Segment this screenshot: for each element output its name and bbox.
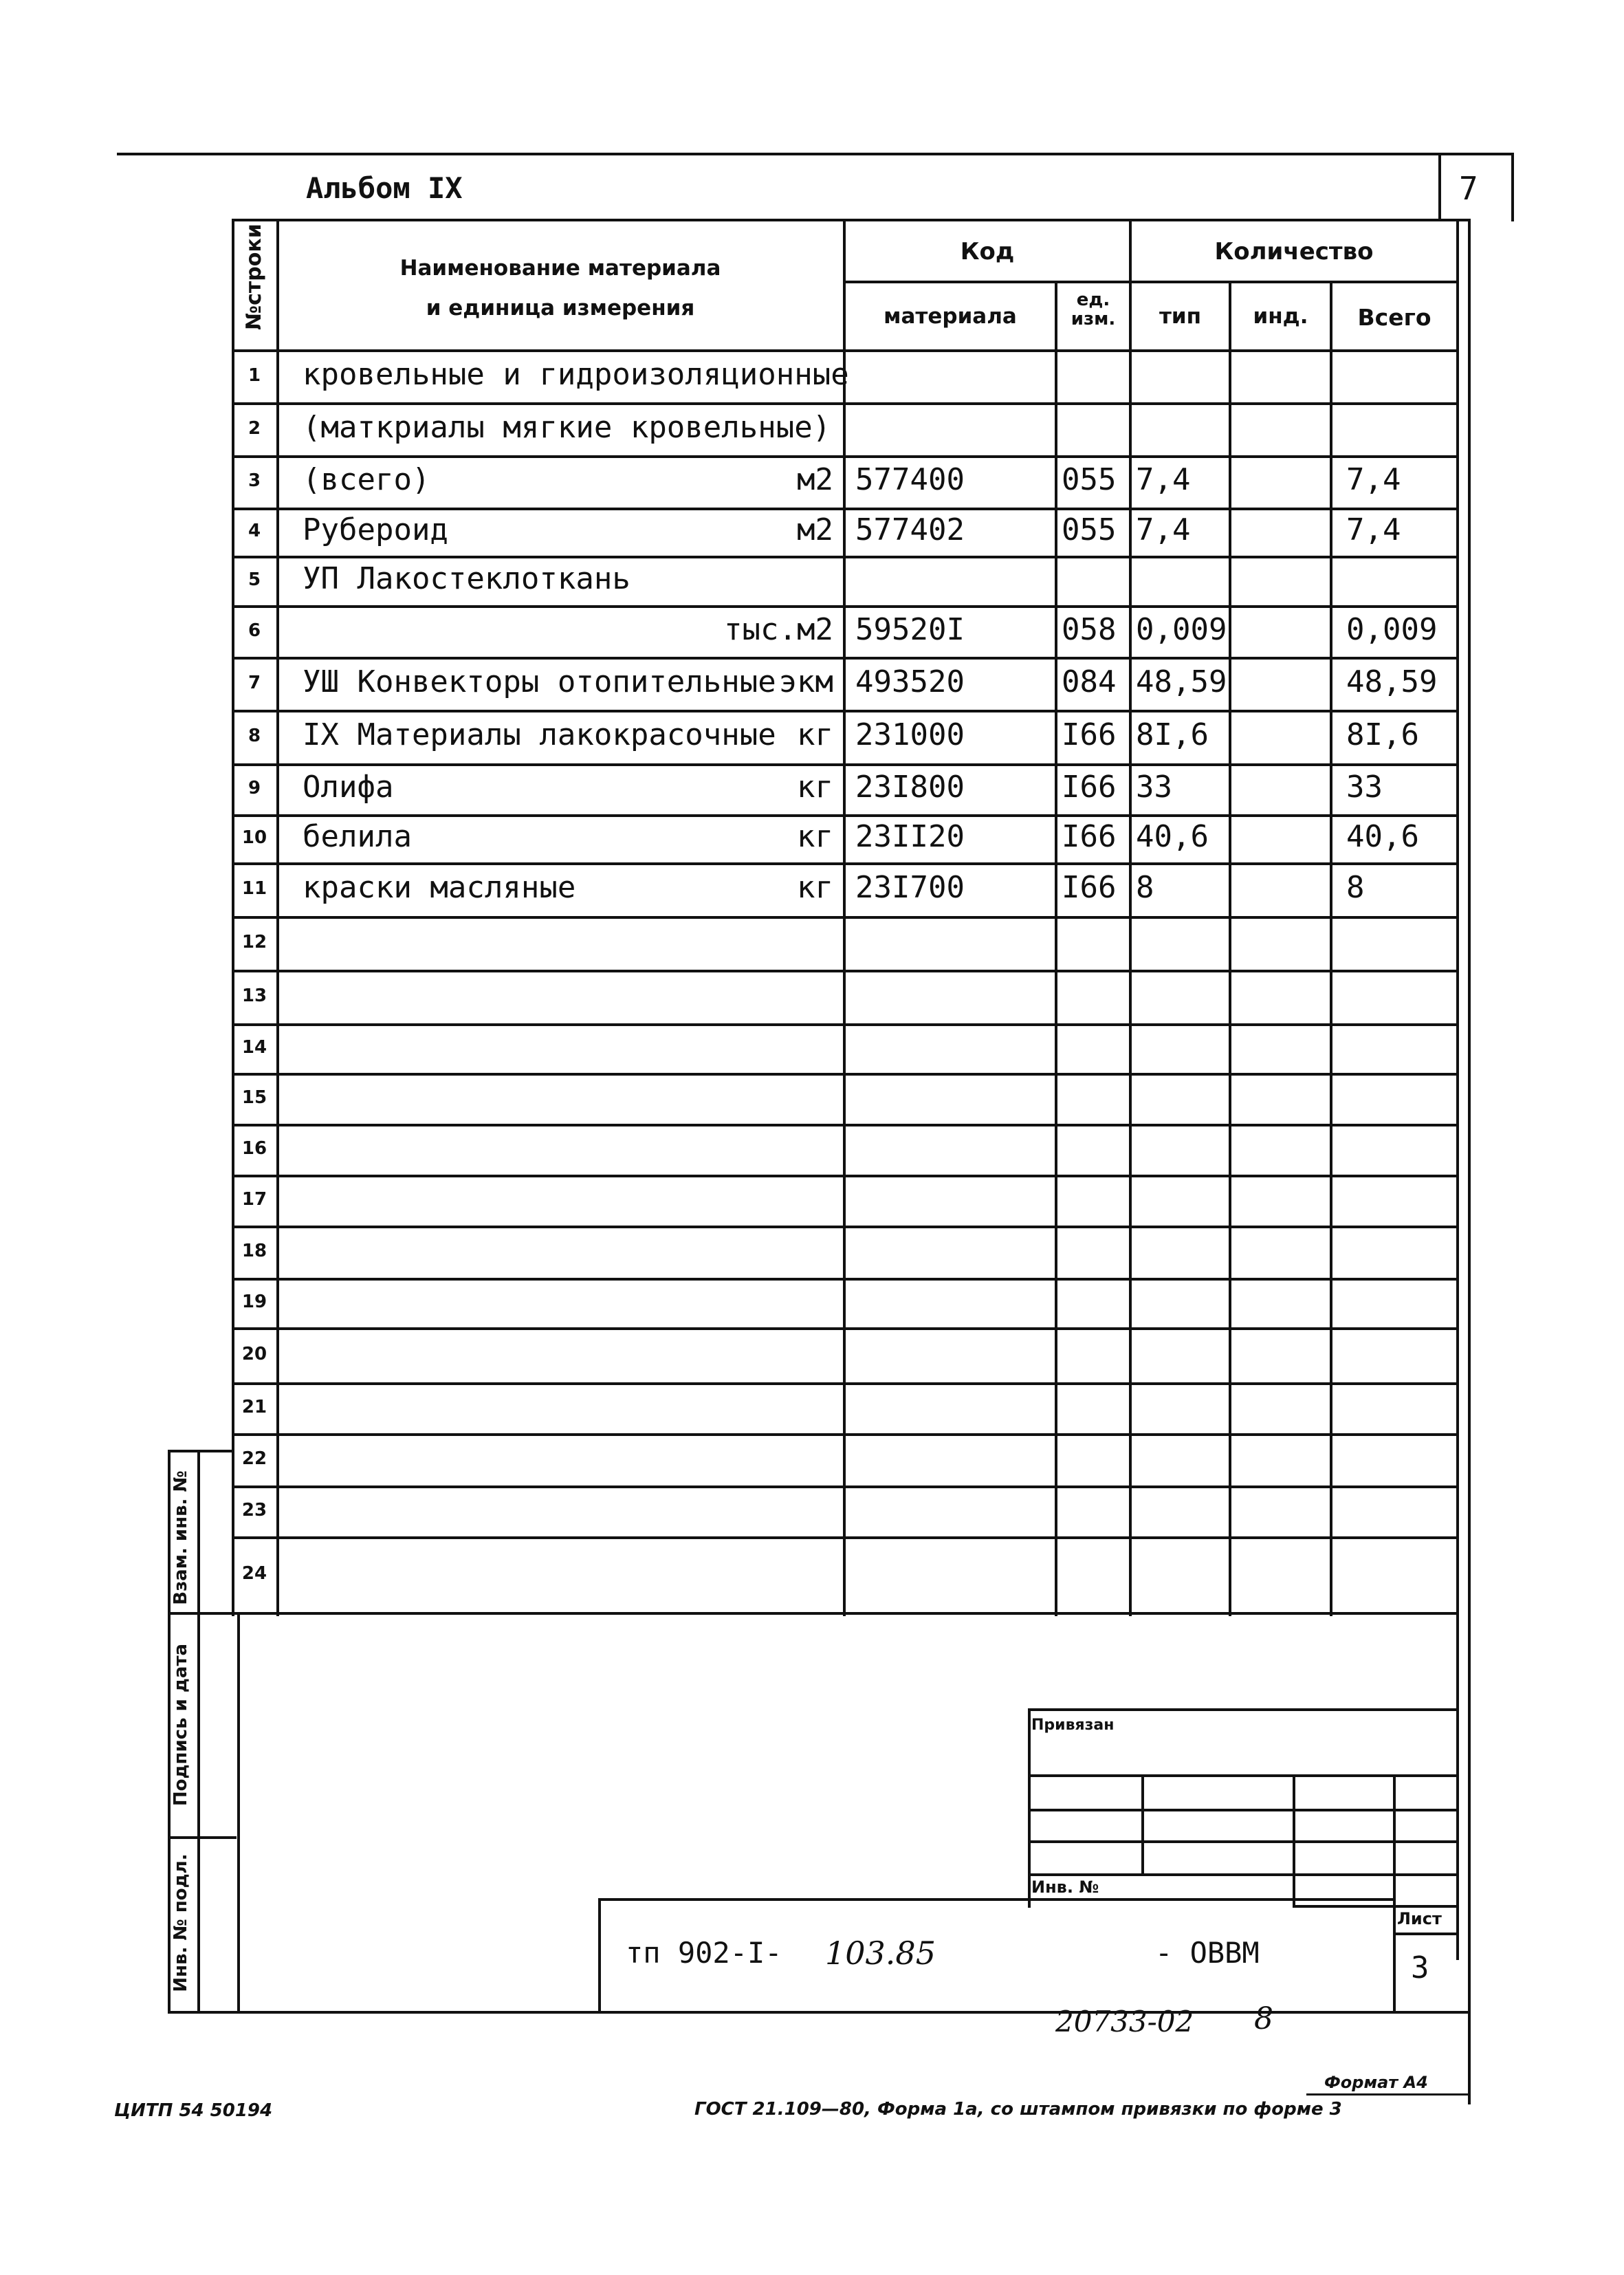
row-number: 3 <box>248 470 261 491</box>
material-unit: кг <box>797 717 833 752</box>
qty-type: 33 <box>1136 770 1172 805</box>
qty-type: 8 <box>1136 870 1154 905</box>
material-name: УШ Конвекторы отопительные <box>303 664 776 699</box>
material-code: 577400 <box>855 462 965 497</box>
code-material-header: материала <box>884 304 1017 329</box>
handwritten-number: 20733-02 <box>1055 2005 1194 2038</box>
footer-gost: ГОСТ 21.109—80, Форма 1а, со штампом привязки по форме 3 <box>694 2099 1342 2120</box>
row-number-header: №строки <box>242 224 266 330</box>
material-unit: м2 <box>797 462 833 497</box>
qty-total: 7,4 <box>1346 512 1401 547</box>
material-name: (маткриалы мягкие кровельные) <box>303 409 831 445</box>
row-number: 13 <box>241 986 267 1006</box>
material-unit: кг <box>797 819 833 854</box>
side-label-inv: Инв. № подл. <box>171 1853 191 1992</box>
material-code: 493520 <box>855 664 965 699</box>
row-number: 21 <box>241 1397 267 1417</box>
unit-code: I66 <box>1062 770 1117 805</box>
qty-total: 33 <box>1346 770 1383 805</box>
handwritten-page: 8 <box>1254 2001 1273 2036</box>
material-code: 577402 <box>855 512 965 547</box>
qty-type: 7,4 <box>1136 462 1191 497</box>
material-code: 23I700 <box>855 870 965 905</box>
quantity-header: Количество <box>1214 238 1374 265</box>
material-code: 59520I <box>855 611 965 647</box>
row-number: 10 <box>241 827 267 848</box>
row-number: 4 <box>248 521 261 541</box>
material-unit: кг <box>797 870 833 905</box>
qty-total: 7,4 <box>1346 462 1401 497</box>
row-number: 15 <box>241 1087 267 1108</box>
qty-type: 8I,6 <box>1136 717 1209 752</box>
doc-code-handwritten: 103.85 <box>825 1935 936 1972</box>
qty-type: 7,4 <box>1136 512 1191 547</box>
material-name: (всего) <box>303 462 430 497</box>
name-header-line1: Наименование материала <box>399 256 721 281</box>
row-number: 23 <box>241 1500 267 1521</box>
row-number: 17 <box>241 1189 267 1210</box>
row-number: 2 <box>248 417 261 439</box>
row-number: 7 <box>248 672 261 693</box>
material-name: белила <box>303 819 412 854</box>
material-name: УП Лакостеклоткань <box>303 561 630 596</box>
qty-total: 40,6 <box>1346 819 1419 854</box>
qty-total: 8 <box>1346 870 1365 905</box>
unit-code: I66 <box>1062 717 1117 752</box>
qty-total: 0,009 <box>1346 611 1438 647</box>
row-number: 20 <box>241 1344 267 1364</box>
row-number: 12 <box>241 932 267 953</box>
row-number: 24 <box>241 1563 267 1584</box>
code-unit-header: ед. изм. <box>1071 290 1116 329</box>
list-label: Лист <box>1397 1909 1442 1928</box>
row-number: 14 <box>241 1037 267 1058</box>
unit-code: I66 <box>1062 870 1117 905</box>
footer-left: ЦИТП 54 50194 <box>114 2100 273 2121</box>
row-number: 6 <box>248 620 261 641</box>
row-number: 1 <box>248 364 261 386</box>
material-code: 23I800 <box>855 770 965 805</box>
material-unit: м2 <box>797 512 833 547</box>
row-number: 9 <box>248 778 261 798</box>
qty-type: 40,6 <box>1136 819 1209 854</box>
qty-type-header: тип <box>1159 304 1202 329</box>
unit-code: I66 <box>1062 819 1117 854</box>
format-label: Формат А4 <box>1324 2073 1428 2092</box>
doc-code-prefix: тп 902-I- <box>626 1936 782 1970</box>
qty-total: 48,59 <box>1346 664 1438 699</box>
material-name: краски масляные <box>303 870 576 905</box>
unit-code: 055 <box>1062 462 1117 497</box>
unit-code: 084 <box>1062 664 1117 699</box>
material-unit: экм <box>778 664 833 699</box>
row-number: 18 <box>241 1241 267 1261</box>
page-corner-number: 7 <box>1459 170 1478 207</box>
qty-type: 48,59 <box>1136 664 1227 699</box>
material-name: Олифа <box>303 770 394 805</box>
row-number: 22 <box>241 1448 267 1469</box>
album-title: Альбом IX <box>306 171 463 205</box>
list-value: 3 <box>1411 1950 1429 1985</box>
row-number: 5 <box>248 569 261 590</box>
inv-no-label: Инв. № <box>1031 1877 1099 1897</box>
material-unit: кг <box>797 770 833 805</box>
qty-total: 8I,6 <box>1346 717 1419 752</box>
unit-code: 055 <box>1062 512 1117 547</box>
material-code: 23II20 <box>855 819 965 854</box>
qty-ind-header: инд. <box>1253 304 1308 329</box>
material-name: кровельные и гидроизоляционные <box>303 356 849 392</box>
material-code: 231000 <box>855 717 965 752</box>
privyazan-label: Привязан <box>1031 1717 1115 1734</box>
qty-type: 0,009 <box>1136 611 1227 647</box>
material-name: IX Материалы лакокрасочные <box>303 717 776 752</box>
name-header-line2: и единица измерения <box>426 296 695 320</box>
row-number: 16 <box>241 1138 267 1159</box>
unit-code: 058 <box>1062 611 1117 647</box>
side-label-vzam: Взам. инв. № <box>171 1470 191 1605</box>
side-label-podpis: Подпись и дата <box>171 1643 191 1807</box>
row-number: 19 <box>241 1292 267 1312</box>
row-number: 11 <box>241 878 267 899</box>
doc-code-suffix: - ОВВМ <box>1155 1936 1260 1970</box>
material-name: Рубероид <box>303 512 448 547</box>
code-header: Код <box>960 238 1015 265</box>
qty-total-header: Всего <box>1357 304 1431 331</box>
row-number: 8 <box>248 726 261 746</box>
material-unit: тыс.м2 <box>724 611 833 647</box>
